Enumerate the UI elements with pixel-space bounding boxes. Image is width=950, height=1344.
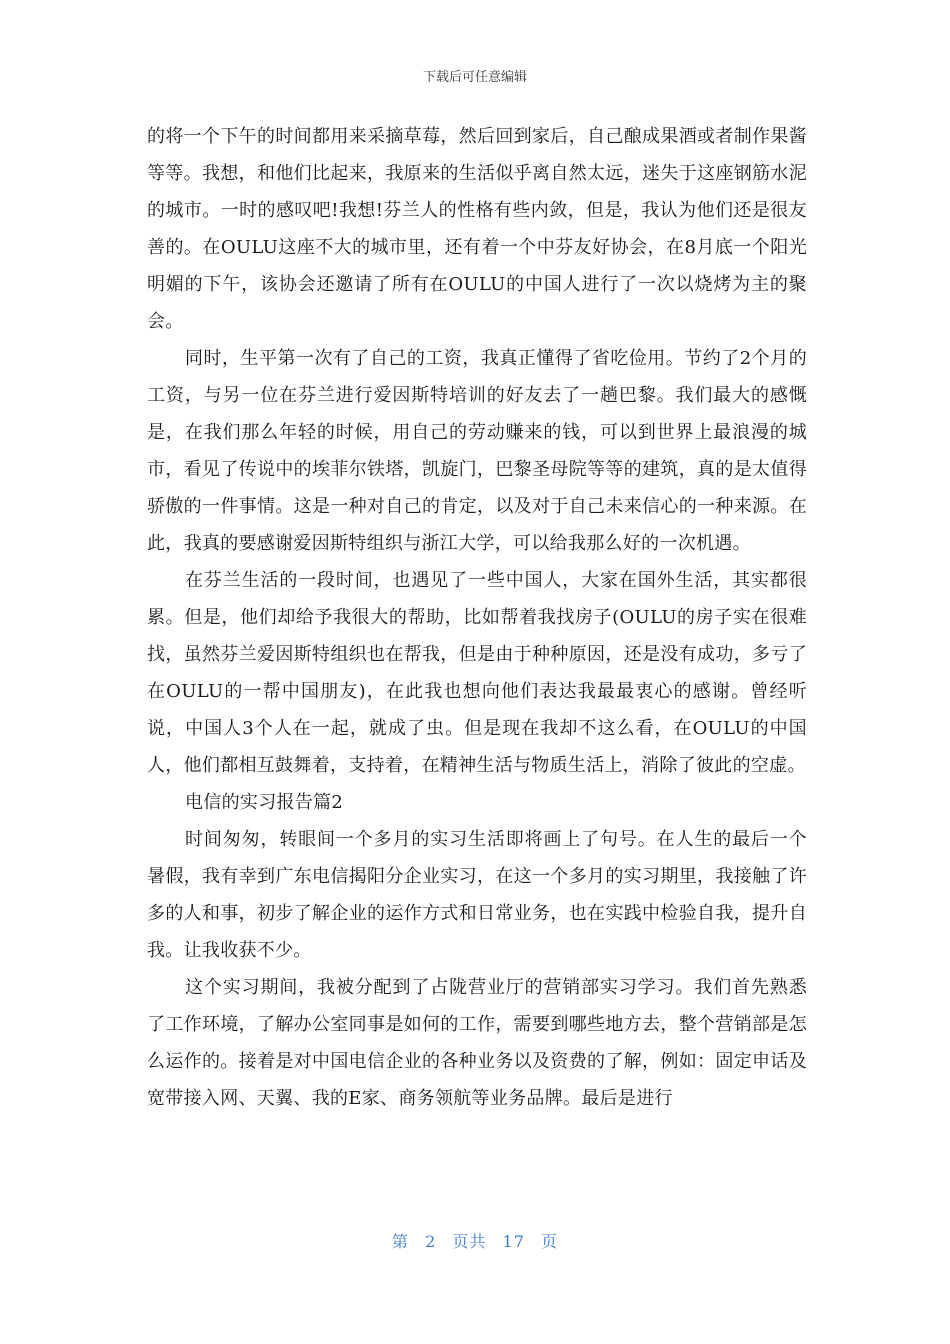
paragraph-marketing-dept: 这个实习期间，我被分配到了占陇营业厅的营销部实习学习。我们首先熟悉了工作环境，了解办公室同事是如何的工作，需要到哪些地方去，整个营销部是怎么运作的。接着是对中国电信企业的各种业务以及资费的了解，例如：固定申话及宽带接入网、天翼、我的E家、商务领航等业务品牌。最后是进行 [147, 977, 807, 1109]
paragraph-salary-paris: 同时，生平第一次有了自己的工资，我真正懂得了省吃俭用。节约了2个月的工资，与另一位在芬兰进行爱因斯特培训的好友去了一趟巴黎。我们最大的感慨是，在我们那么年轻的时候，用自己的劳动赚来的钱，可以到世界上最浪漫的城市，看见了传说中的埃菲尔铁塔，凯旋门，巴黎圣母院等等的建筑，真的是太值得骄傲的一件事情。这是一种对自己的肯定，以及对于自己未来信心的一种来源。在此，我真的要感谢爱因斯特组织与浙江大学，可以给我那么好的一次机遇。 [147, 348, 807, 554]
paragraph-chinese-friends: 在芬兰生活的一段时间，也遇见了一些中国人，大家在国外生活，其实都很累。但是，他们却给予我很大的帮助，比如帮着我找房子(OULU的房子实在很难找，虽然芬兰爱因斯特组织也在帮我，但是由于种种原因，还是没有成功，多亏了在OULU的一帮中国朋友)，在此我也想向他们表达我最最衷心的感谢。曾经听说，中国人3个人在一起，就成了虫。但是现在我却不这么看，在OULU的中国人，他们都相互鼓舞着，支持着，在精神生活与物质生活上，消除了彼此的空虚。 [147, 570, 807, 776]
section-heading: 电信的实习报告篇2 [185, 792, 344, 813]
page-header-note: 下载后可任意编辑 [422, 70, 527, 85]
total-pages-number: 17 [502, 1232, 525, 1251]
page-label-suffix: 页 [540, 1232, 558, 1251]
paragraph-continued: 的将一个下午的时间都用来采摘草莓，然后回到家后，自己酿成果酒或者制作果酱等等。我想，和他们比起来，我原来的生活似乎离自然太远，迷失于这座钢筋水泥的城市。一时的感叹吧!我想!芬兰人的性格有些内敛，但是，我认为他们还是很友善的。在OULU这座不大的城市里，还有着一个中芬友好协会，在8月底一个阳光明媚的下午，该协会还邀请了所有在OULU的中国人进行了一次以烧烤为主的聚会。 [147, 126, 807, 332]
paragraph-internship-intro: 时间匆匆，转眼间一个多月的实习生活即将画上了句号。在人生的最后一个暑假，我有幸到广东电信揭阳分企业实习，在这一个多月的实习期里，我接触了许多的人和事，初步了解企业的运作方式和日常业务，也在实践中检验自我，提升自我。让我收获不少。 [147, 829, 807, 961]
page-label-mid: 页共 [452, 1232, 487, 1251]
current-page-number: 2 [425, 1232, 437, 1251]
page-footer [0, 1229, 950, 1252]
document-body [147, 118, 807, 1117]
page-label-prefix: 第 [392, 1232, 410, 1251]
